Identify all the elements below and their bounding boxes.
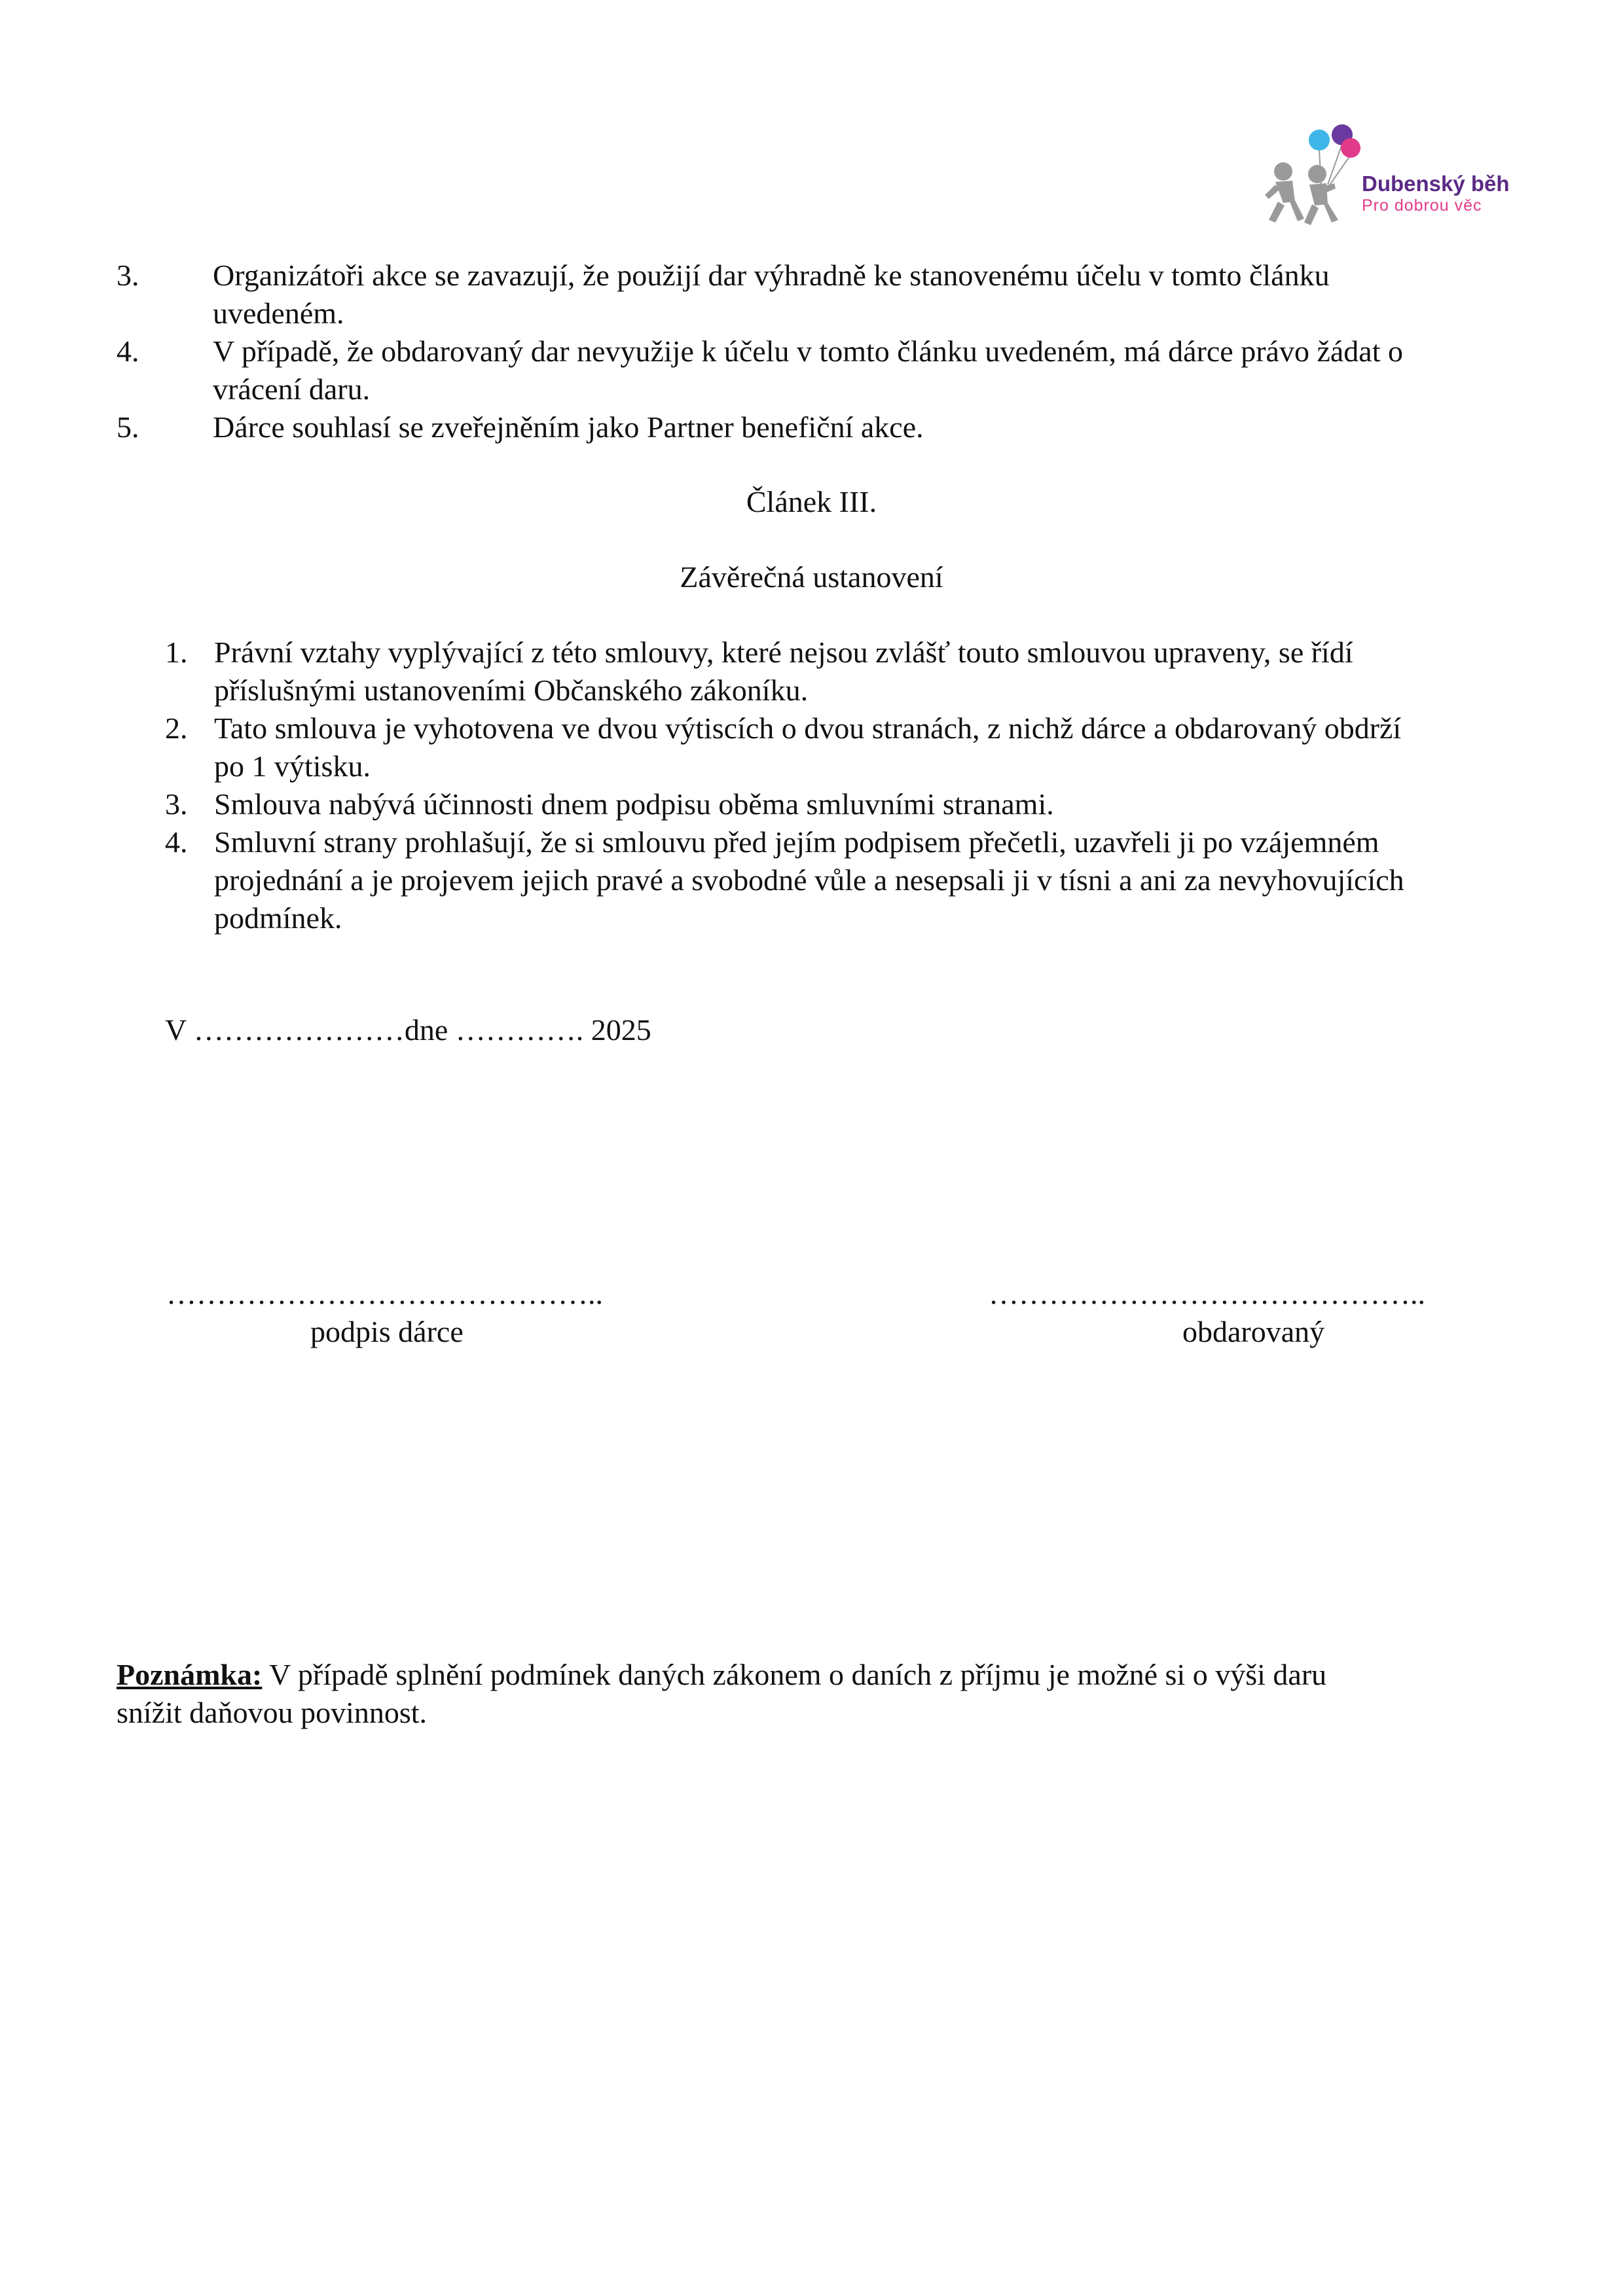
event-logo — [1264, 124, 1512, 229]
list-item-line: Právní vztahy vyplývající z této smlouvy, které nejsou zvlášť touto smlouvou upraveny, se řídí — [214, 636, 1353, 669]
list-item-number: 2. — [165, 711, 188, 745]
list-item-line: podmínek. — [214, 901, 342, 935]
list-item-line: Organizátoři akce se zavazují, že použijí dar výhradně ke stanovenému účelu v tomto článku — [213, 259, 1330, 292]
list-item-number: 5. — [117, 410, 139, 444]
list-item-line: Smlouva nabývá účinnosti dnem podpisu oběma smluvními stranami. — [214, 787, 1054, 821]
blue-balloon-icon — [1309, 130, 1330, 151]
note-label: Poznámka: — [117, 1658, 263, 1691]
place-date-line: V …………………dne …………. 2025 — [165, 1013, 651, 1047]
list-item-number: 3. — [117, 259, 139, 292]
signature-label-donor: podpis dárce — [310, 1315, 464, 1348]
logo-title: Dubenský běh — [1362, 171, 1510, 196]
list-item-line: příslušnými ustanoveními Občanského zákoníku. — [214, 673, 809, 707]
article-3-heading: Článek III. — [746, 485, 877, 518]
signature-line-recipient: …………………………………….. — [989, 1277, 1425, 1310]
note-text-line-2: snížit daňovou povinnost. — [117, 1696, 428, 1729]
logo-subtitle: Pro dobrou věc — [1362, 196, 1482, 215]
list-item-line: V případě, že obdarovaný dar nevyužije k účelu v tomto článku uvedeném, má dárce právo žádat o — [213, 334, 1403, 368]
pink-balloon-icon — [1341, 138, 1360, 158]
list-item-line: uvedeném. — [213, 296, 344, 330]
list-item-number: 3. — [165, 787, 188, 821]
list-item-line: Smluvní strany prohlašují, že si smlouvu před jejím podpisem přečetli, uzavřeli ji po vzájemném — [214, 825, 1379, 859]
list-item-line: po 1 výtisku. — [214, 749, 371, 783]
signature-label-recipient: obdarovaný — [1182, 1315, 1325, 1348]
list-item-line: Tato smlouva je vyhotovena ve dvou výtiscích o dvou stranách, z nichž dárce a obdarovaný obdrží — [214, 711, 1402, 745]
list-item-line: vrácení daru. — [213, 372, 371, 406]
list-item-number: 1. — [165, 636, 188, 669]
list-item-line: Dárce souhlasí se zveřejněním jako Partner benefiční akce. — [213, 410, 924, 444]
list-item-number: 4. — [117, 334, 139, 368]
running-children-balloons-icon — [1264, 124, 1362, 229]
list-item-number: 4. — [165, 825, 188, 859]
list-item-line: projednání a je projevem jejich pravé a svobodné vůle a nesepsali ji v tísni a ani za nevyhovujících — [214, 863, 1404, 897]
note-text-line-1: V případě splnění podmínek daných zákonem o daních z příjmu je možné si o výši daru — [262, 1658, 1327, 1691]
signature-line-donor: …………………………………….. — [166, 1277, 603, 1310]
note-paragraph — [117, 1656, 1326, 1694]
article-3-subheading: Závěrečná ustanovení — [680, 560, 943, 594]
